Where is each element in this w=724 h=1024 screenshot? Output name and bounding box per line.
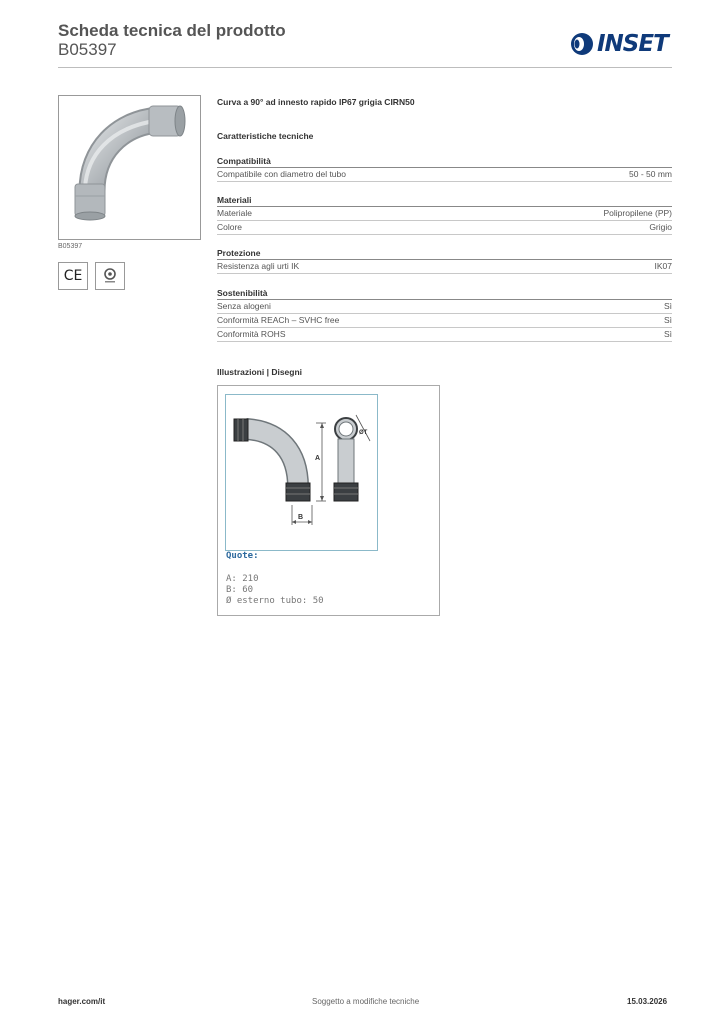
spec-label: Senza alogeni	[217, 301, 271, 311]
ce-mark-label: CE	[63, 268, 83, 284]
spec-value: IK07	[654, 261, 672, 271]
spec-label: Compatibile con diametro del tubo	[217, 169, 346, 179]
imq-certification-icon	[95, 262, 125, 290]
product-description: Curva a 90° ad innesto rapido IP67 grigia CIRN50	[217, 97, 415, 107]
product-image-caption: B05397	[58, 243, 83, 250]
quote-line: Ø esterno tubo: 50	[226, 596, 324, 606]
inset-logo-mark-icon	[570, 32, 596, 56]
spec-label: Resistenza agli urti IK	[217, 261, 300, 271]
spec-value: Sì	[663, 315, 672, 325]
spec-value: Sì	[663, 329, 672, 339]
spec-section-materials	[217, 194, 672, 235]
section-title: Sostenibilità	[217, 287, 672, 300]
footer-website: hager.com/it	[58, 997, 106, 1006]
spec-value: Polipropilene (PP)	[603, 208, 672, 218]
spec-row	[217, 221, 672, 235]
technical-drawing	[217, 385, 440, 616]
dimension-diameter-label: ØT	[359, 430, 368, 436]
spec-label: Conformità REACh – SVHC free	[217, 315, 340, 325]
spec-section-protection	[217, 247, 672, 274]
section-title: Compatibilità	[217, 155, 672, 168]
spec-value: 50 - 50 mm	[629, 169, 672, 179]
quote-line: A: 210	[226, 574, 259, 584]
spec-value: Grigio	[649, 222, 672, 232]
spec-value: Sì	[663, 301, 672, 311]
section-title: Protezione	[217, 247, 672, 260]
spec-label: Materiale	[217, 208, 252, 218]
inset-logo	[570, 30, 674, 58]
spec-label: Conformità ROHS	[217, 329, 286, 339]
spec-row	[217, 168, 672, 182]
dimension-a-label: A	[315, 455, 321, 462]
spec-row	[217, 328, 672, 342]
spec-row	[217, 207, 672, 221]
specs-heading: Caratteristiche tecniche	[217, 131, 314, 141]
document-title: Scheda tecnica del prodotto	[58, 21, 286, 40]
quote-line: B: 60	[226, 585, 254, 595]
logo-text: INSET	[597, 31, 668, 57]
dimension-drawing	[226, 395, 377, 550]
spec-section-compatibility	[217, 155, 672, 182]
product-image	[58, 95, 201, 240]
spec-section-sustainability	[217, 287, 672, 342]
quotes-label: Quote:	[226, 551, 259, 561]
product-code: B05397	[58, 40, 117, 59]
spec-row	[217, 314, 672, 328]
pipe-bend-image	[59, 96, 200, 239]
spec-row	[217, 300, 672, 314]
ce-mark	[58, 262, 88, 290]
spec-row	[217, 260, 672, 274]
header-divider	[58, 67, 672, 68]
section-title: Materiali	[217, 194, 672, 207]
illustrations-heading: Illustrazioni | Disegni	[217, 367, 303, 377]
footer-date: 15.03.2026	[627, 997, 668, 1006]
spec-label: Colore	[217, 222, 243, 232]
drawing-area	[225, 394, 378, 551]
footer-disclaimer: Soggetto a modifiche tecniche	[312, 997, 420, 1006]
dimension-b-label: B	[298, 514, 304, 521]
